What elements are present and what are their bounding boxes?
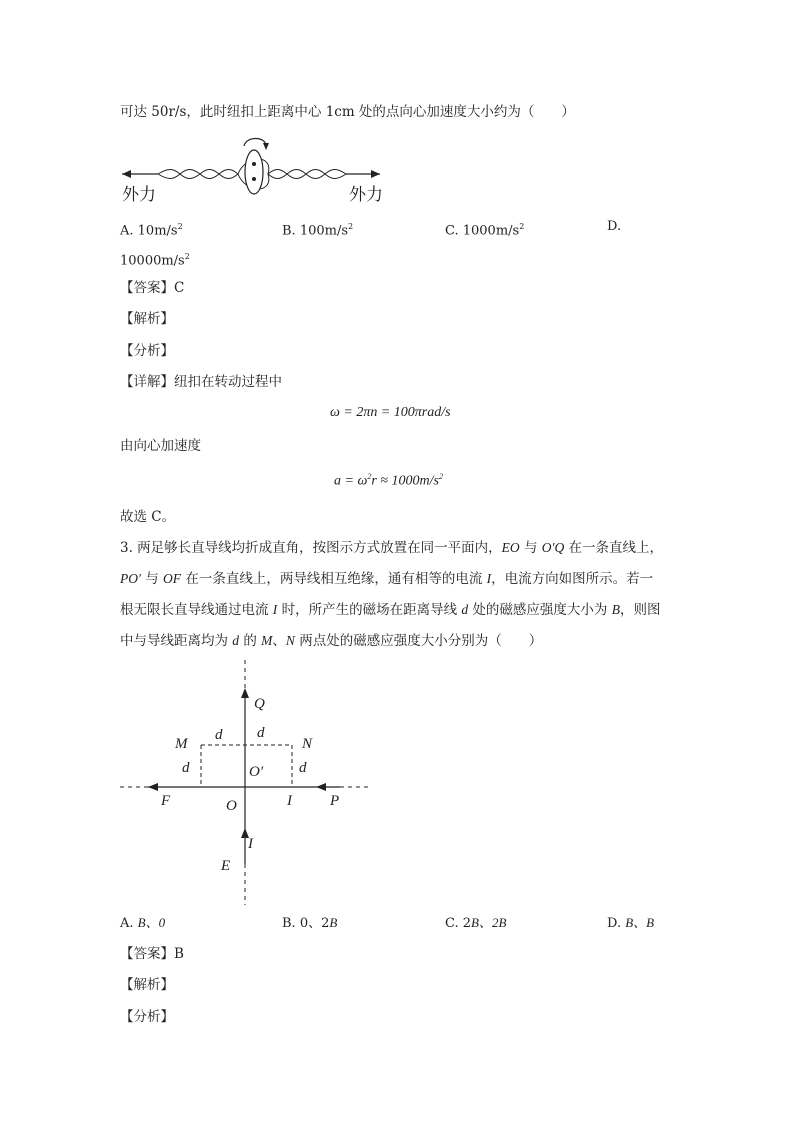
q3-stem-line-4: 中与导线距离均为 d 的 M、N 两点处的磁感应强度大小分别为（ ）: [120, 633, 543, 649]
label-O-prime: O′: [249, 764, 264, 780]
q2-option-c: C. $1000m/s^2$: [445, 222, 525, 239]
label-M: M: [175, 736, 188, 752]
q2-option-b: B. $100m/s^2$: [282, 222, 354, 239]
label-F: F: [161, 793, 171, 809]
label-I-vertical: I: [248, 836, 253, 852]
q2-stem-tail: 可达 50r/s，此时纽扣上距离中心 1cm 处的点向心加速度大小约为（ ）: [120, 104, 575, 120]
label-I-horizontal: I: [287, 793, 292, 809]
figure-label-right: 外力: [349, 185, 383, 205]
q3-answer: 【答案】B: [120, 946, 184, 962]
label-d-top-right: d: [257, 725, 265, 741]
q2-fenxi-tag: 【分析】: [120, 343, 174, 359]
label-E: E: [221, 858, 231, 874]
q2-conclusion: 故选 C。: [120, 509, 176, 525]
q2-option-d-value: $10000m/s^2$: [120, 252, 190, 269]
label-P: P: [330, 793, 340, 809]
equation-acceleration: $a = \omega^2r \approx 1000m/s^2$: [334, 472, 443, 489]
q2-answer: 【答案】C: [120, 280, 185, 296]
q3-stem-line-3: 根无限长直导线通过电流 I 时，所产生的磁场在距离导线 d 处的磁感应强度大小为 B，则图: [120, 602, 661, 618]
q3-option-a: A. B、0: [120, 915, 166, 931]
q2-mid-text: 由向心加速度: [120, 438, 201, 454]
label-O: O: [226, 798, 237, 814]
label-d-top-left: d: [215, 727, 223, 743]
label-d-right: d: [299, 760, 307, 776]
q3-stem-line-2: PO′ 与 OF 在一条直线上，两导线相互绝缘，通有相等的电流 I，电流方向如图所示。若一: [120, 571, 654, 587]
q2-option-d: D.: [607, 219, 622, 234]
q3-analysis-tag: 【解析】: [120, 977, 174, 993]
label-N: N: [302, 736, 313, 752]
q3-option-d: D. B、B: [607, 915, 655, 931]
q3-fenxi-tag: 【分析】: [120, 1009, 174, 1025]
q3-option-b: B. 0、2B: [282, 915, 338, 931]
q2-analysis-tag: 【解析】: [120, 311, 174, 327]
q2-detail: 【详解】纽扣在转动过程中: [120, 374, 282, 390]
label-Q: Q: [254, 696, 265, 712]
figure-label-left: 外力: [122, 185, 156, 205]
q3-stem-line-1: 3. 两足够长直导线均折成直角，按图示方式放置在同一平面内，EO 与 O′Q 在一条直线上，: [120, 540, 664, 556]
q3-option-c: C. 2B、2B: [445, 915, 507, 931]
label-d-left: d: [182, 760, 190, 776]
q2-option-a: A. $10m/s^2$: [120, 222, 183, 239]
equation-omega: ω = 2πn = 100πrad/s: [330, 405, 451, 420]
